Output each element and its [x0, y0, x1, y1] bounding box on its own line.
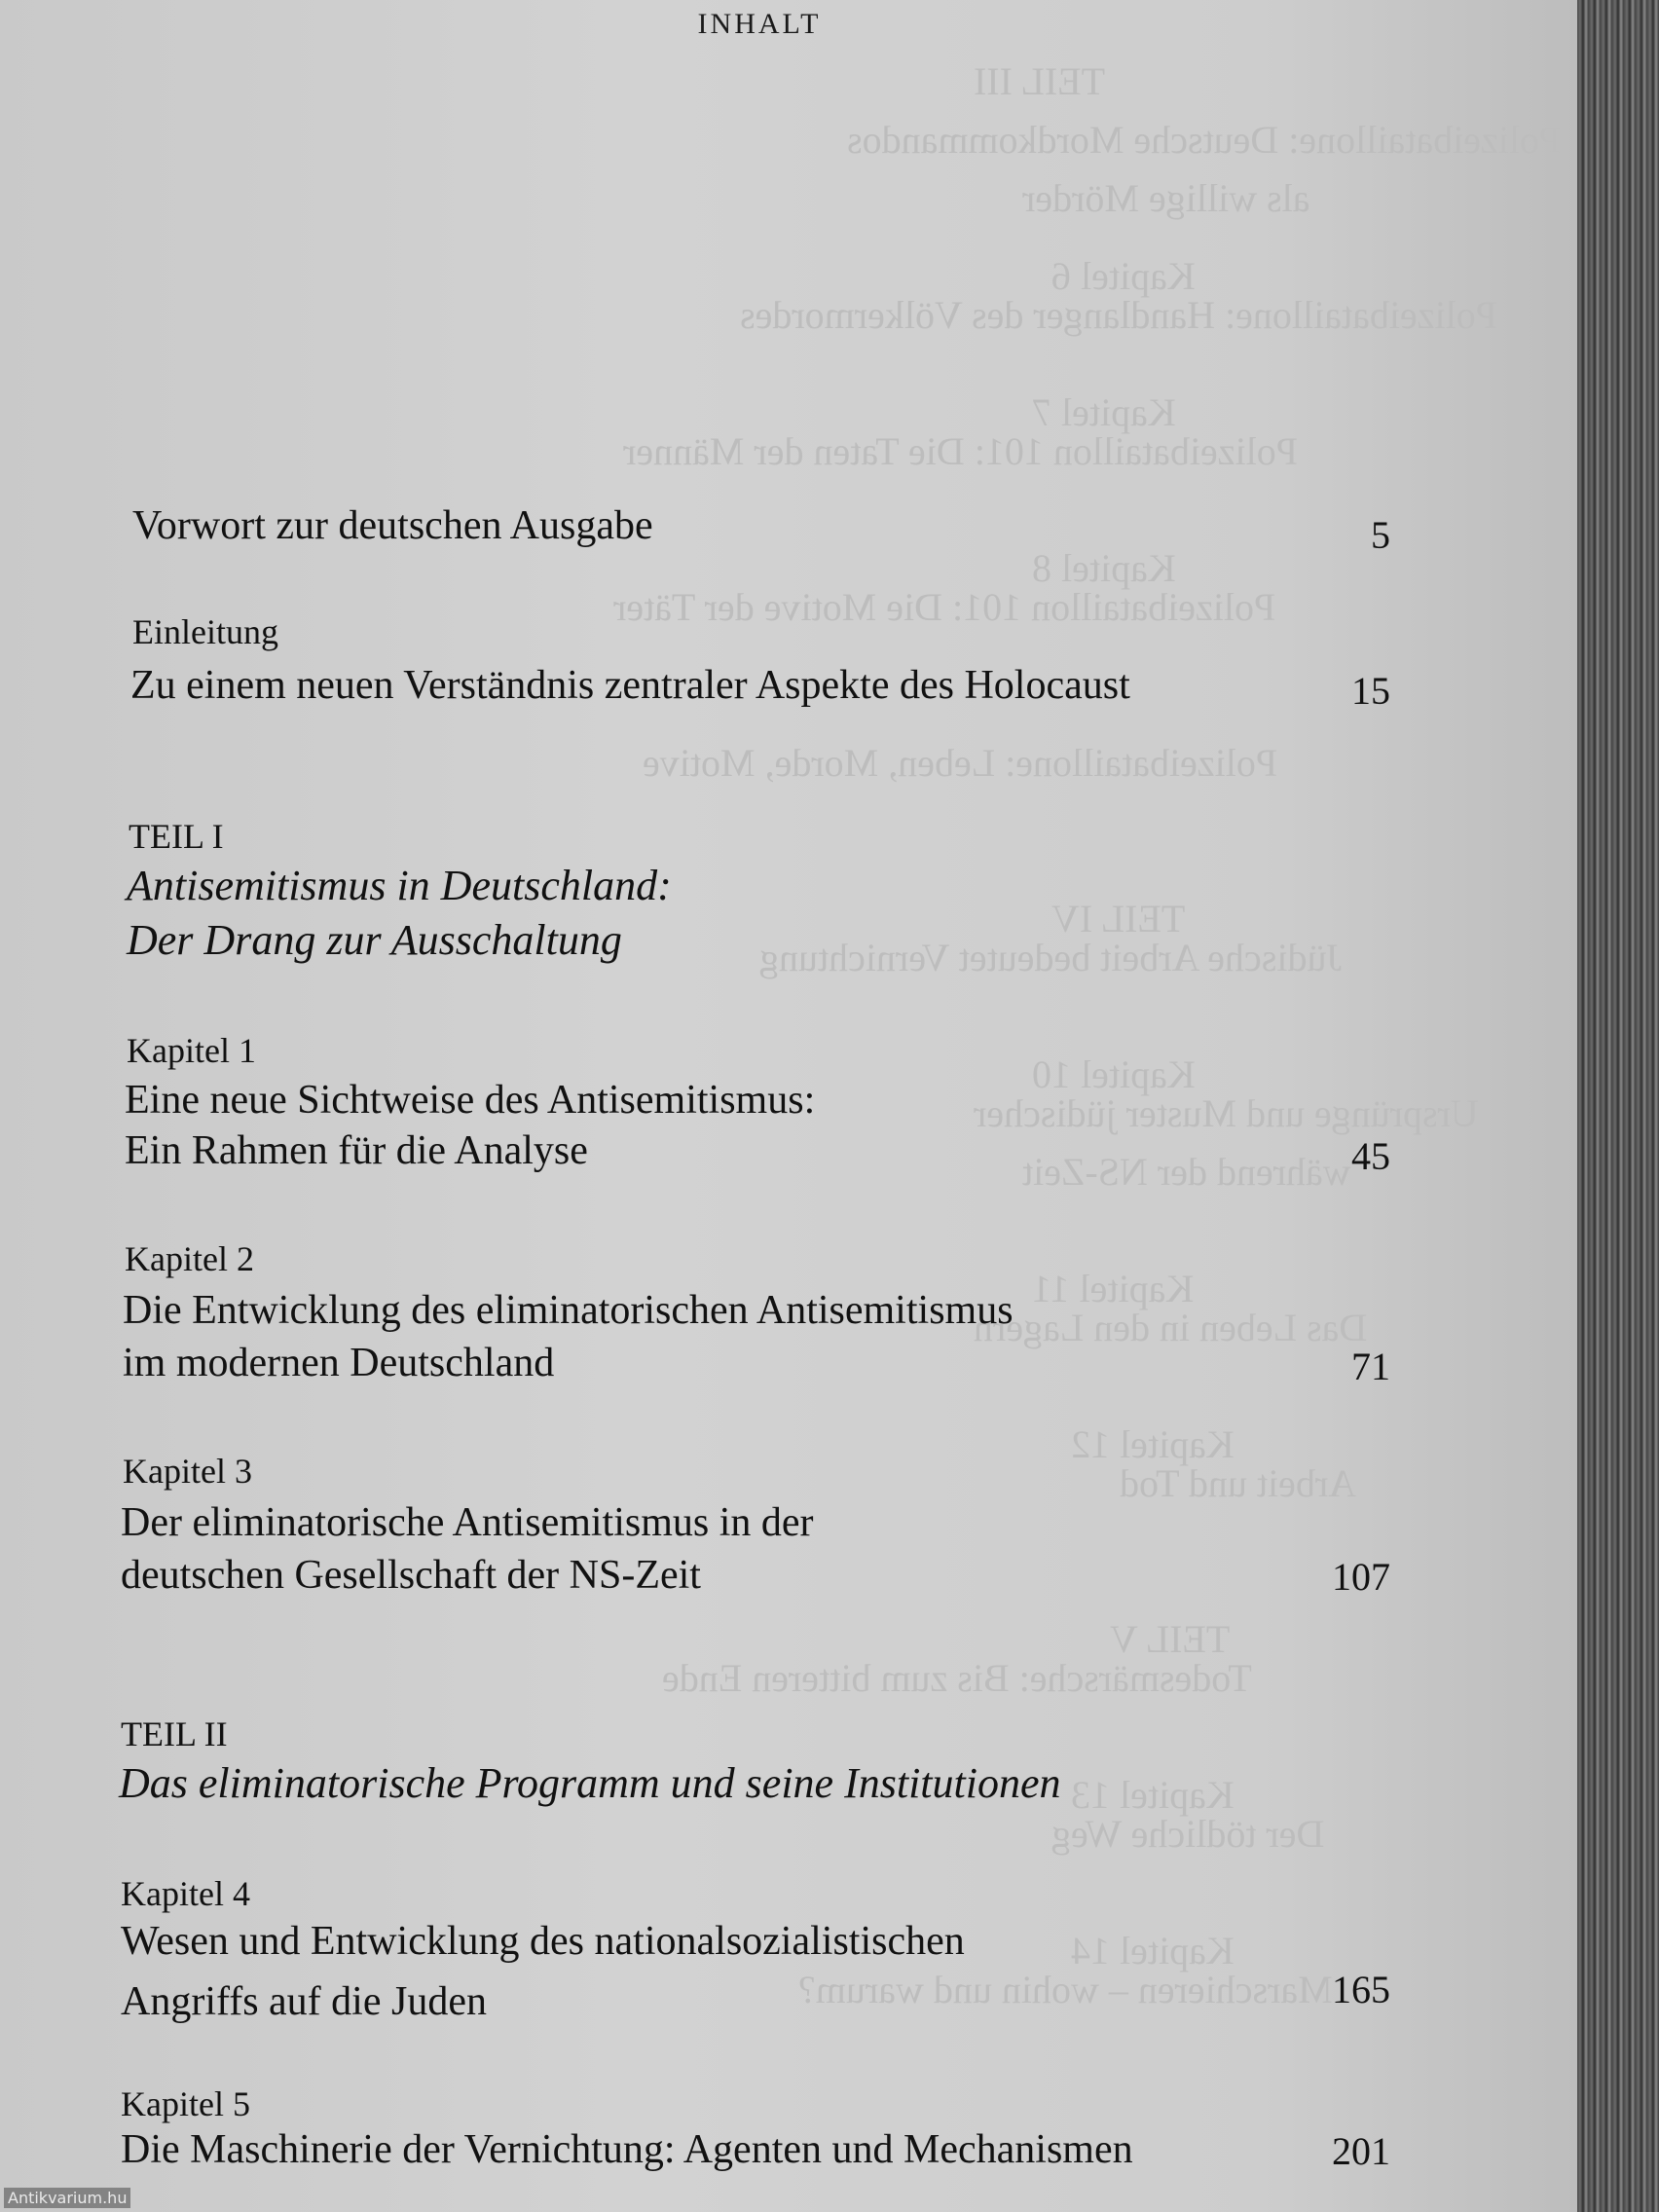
toc-kapitel2-page: 71 [1351, 1345, 1390, 1388]
show-through-line: Das Leben in den Lagern [974, 1306, 1368, 1349]
toc-kapitel4-line2: Angriffs auf die Juden [121, 1979, 487, 2024]
toc-teil1-label: TEIL I [129, 817, 224, 856]
show-through-line: Polizeibataillon 101: Die Motive der Täter [613, 585, 1276, 629]
toc-teil2-title: Das eliminatorische Programm und seine Institutionen [119, 1759, 1061, 1807]
show-through-line: Kapitel 11 [1032, 1267, 1195, 1310]
show-through-line: Polizeibataillone: Deutsche Mordkommandos [847, 118, 1562, 162]
toc-kapitel5-line1: Die Maschinerie der Vernichtung: Agenten und Mechanismen [121, 2127, 1133, 2172]
show-through-line: TEIL IV [1051, 897, 1186, 940]
toc-kapitel5-page: 201 [1332, 2129, 1390, 2173]
toc-einleitung-label: Einleitung [132, 612, 278, 651]
show-through-line: Ursprünge und Muster jüdischer [974, 1091, 1479, 1135]
show-through-line: Todesmärsche: Bis zum bitteren Ende [662, 1656, 1252, 1700]
show-through-line: Polizeibataillon 101: Die Taten der Männer [623, 429, 1298, 473]
running-head: INHALT [697, 8, 822, 40]
toc-kapitel2-line1: Die Entwicklung des eliminatorischen Antisemitismus [123, 1288, 1014, 1333]
toc-einleitung-page: 15 [1351, 669, 1390, 713]
toc-kapitel2-line2: im modernen Deutschland [123, 1341, 555, 1385]
show-through-line: während der NS-Zeit [1022, 1150, 1351, 1194]
toc-vorwort-title: Vorwort zur deutschen Ausgabe [132, 503, 653, 548]
book-spine-edge [1577, 0, 1659, 2212]
toc-kapitel1-line1: Eine neue Sichtweise des Antisemitismus: [125, 1078, 816, 1123]
show-through-line: Polizeibataillone: Handlanger des Völkermordes [740, 293, 1497, 337]
show-through-line: Kapitel 14 [1071, 1929, 1235, 1972]
toc-kapitel2-label: Kapitel 2 [125, 1239, 254, 1278]
toc-kapitel3-page: 107 [1332, 1555, 1390, 1599]
show-through-line: Kapitel 12 [1071, 1422, 1235, 1466]
show-through-line: Kapitel 7 [1032, 390, 1176, 434]
toc-kapitel1-label: Kapitel 1 [127, 1031, 256, 1070]
toc-vorwort-page: 5 [1371, 513, 1390, 557]
toc-kapitel3-line1: Der eliminatorische Antisemitismus in der [121, 1500, 814, 1545]
show-through-line: als willige Mörder [1022, 176, 1310, 220]
show-through-line: Kapitel 13 [1071, 1773, 1235, 1817]
show-through-line: Kapitel 10 [1032, 1052, 1196, 1096]
toc-einleitung-title: Zu einem neuen Verständnis zentraler Aspekte des Holocaust [130, 663, 1130, 708]
show-through-line: Arbeit und Tod [1120, 1461, 1357, 1505]
show-through-line: TEIL III [974, 59, 1106, 103]
show-through-line: Jüdische Arbeit bedeutet Vernichtung [759, 936, 1343, 979]
toc-kapitel4-page: 165 [1332, 1968, 1390, 2011]
show-through-line: Kapitel 8 [1032, 546, 1176, 590]
show-through-line: Der tödliche Weg [1051, 1812, 1325, 1856]
toc-kapitel1-line2: Ein Rahmen für die Analyse [125, 1128, 588, 1173]
toc-teil1-title-line2: Der Drang zur Ausschaltung [127, 916, 622, 964]
toc-teil2-label: TEIL II [121, 1714, 228, 1753]
show-through-line: Kapitel 6 [1051, 254, 1196, 298]
show-through-line: TEIL V [1110, 1617, 1231, 1661]
show-through-line: Marschieren – wohin und warum? [798, 1968, 1333, 2011]
show-through-line: Polizeibataillone: Leben, Morde, Motive [643, 741, 1278, 785]
toc-kapitel1-page: 45 [1351, 1134, 1390, 1178]
watermark: Antikvarium.hu [4, 2188, 130, 2208]
toc-kapitel5-label: Kapitel 5 [121, 2084, 250, 2123]
toc-kapitel3-label: Kapitel 3 [123, 1452, 252, 1491]
toc-kapitel3-line2: deutschen Gesellschaft der NS-Zeit [121, 1553, 701, 1598]
toc-kapitel4-label: Kapitel 4 [121, 1874, 250, 1913]
toc-kapitel4-line1: Wesen und Entwicklung des nationalsozialistischen [121, 1919, 965, 1964]
toc-teil1-title-line1: Antisemitismus in Deutschland: [127, 862, 672, 909]
